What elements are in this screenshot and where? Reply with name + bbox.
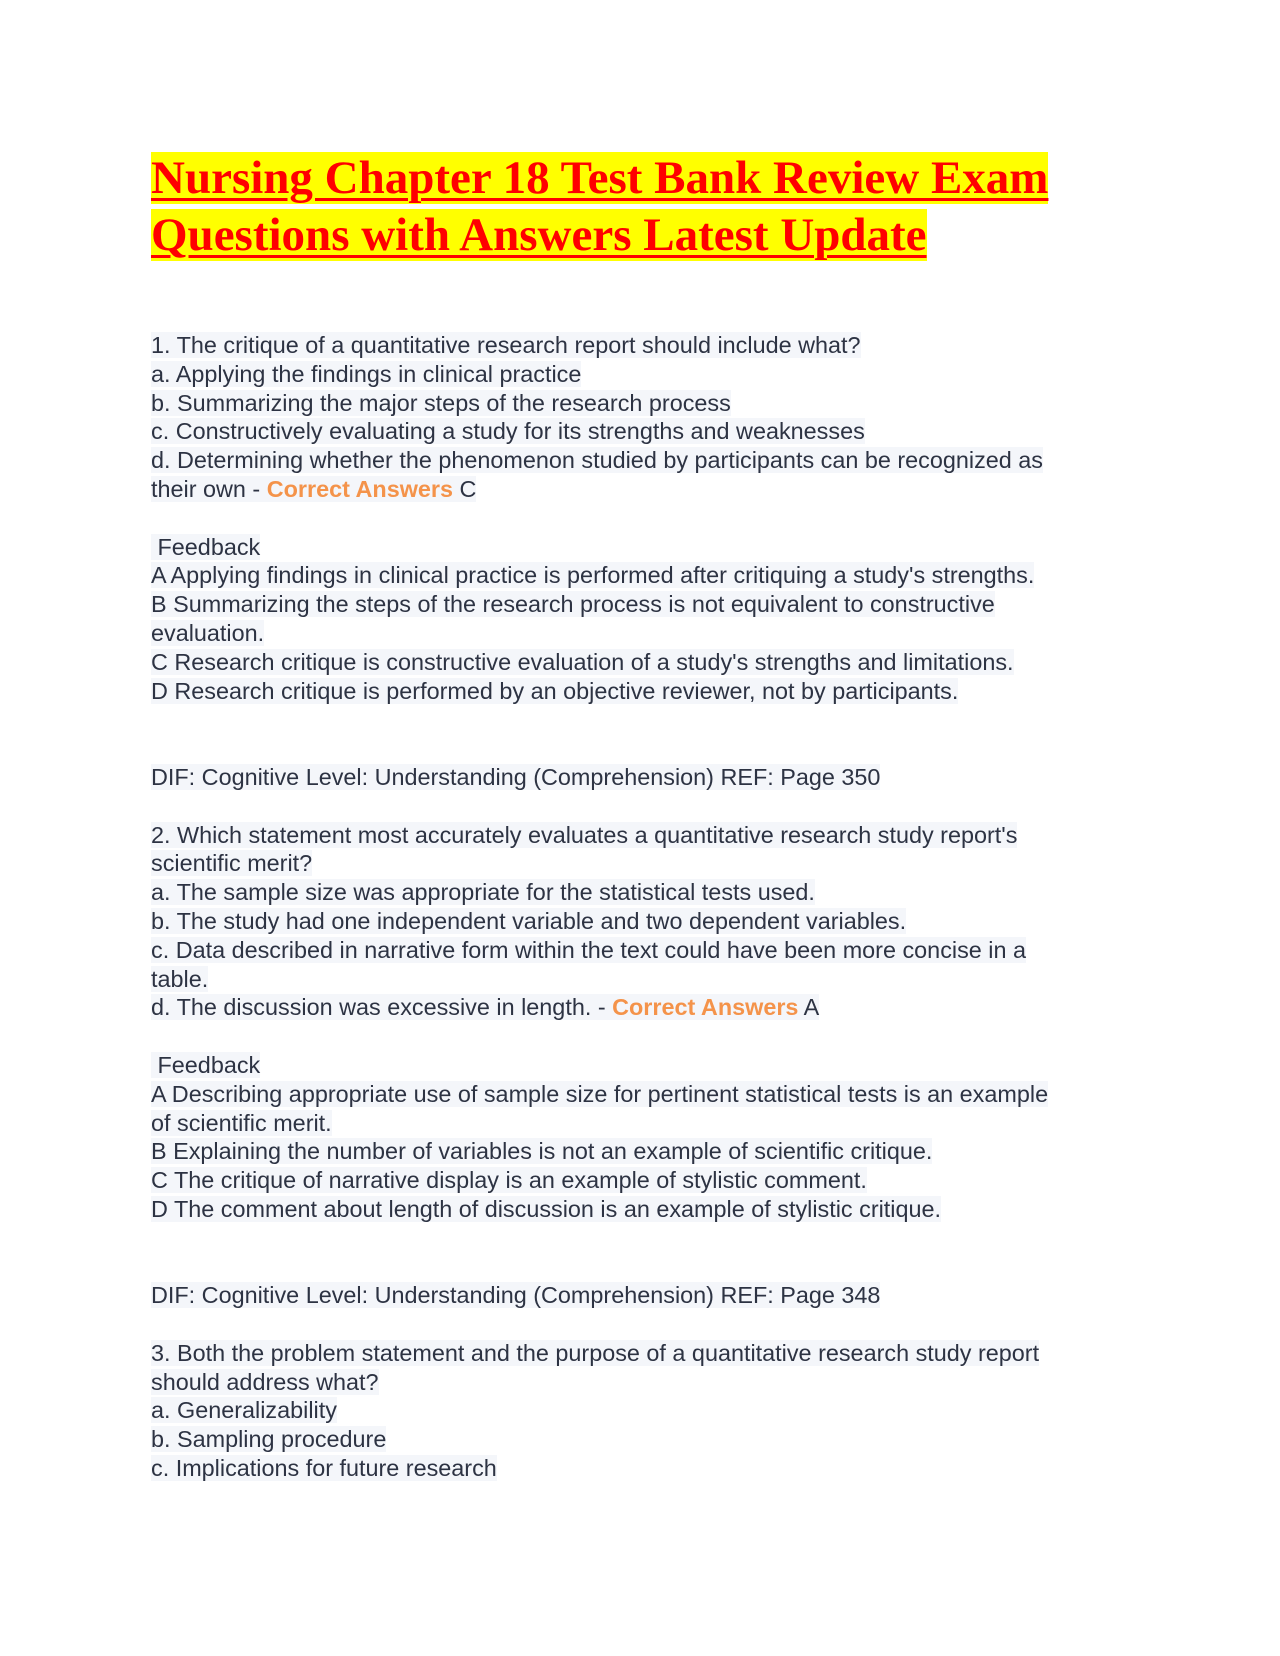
- option-a: a. The sample size was appropriate for the statistical tests used.: [151, 879, 815, 906]
- feedback-line: C The critique of narrative display is an example of stylistic comment.: [151, 1167, 867, 1194]
- question-stem: 2. Which statement most accurately evaluates a quantitative research study report's: [151, 821, 1018, 848]
- feedback-line: D The comment about length of discussion is an example of stylistic critique.: [151, 1195, 942, 1222]
- document-page: [151, 150, 1131, 1483]
- option-b: b. The study had one independent variable and two dependent variables.: [151, 907, 907, 934]
- answer-line: [151, 993, 1131, 1022]
- question-stem: 1. The critique of a quantitative research report should include what?: [151, 332, 861, 358]
- title-line-1: Nursing Chapter 18 Test Bank Review Exam: [151, 152, 1049, 204]
- correct-answers-label: Correct Answers: [266, 475, 454, 502]
- feedback-heading: Feedback: [151, 1051, 261, 1078]
- option-d-continued: their own -: [151, 475, 267, 502]
- feedback-line: A Describing appropriate use of sample size for pertinent statistical tests is an example: [151, 1080, 1049, 1107]
- feedback-line: evaluation.: [151, 619, 265, 646]
- question-stem: 3. Both the problem statement and the purpose of a quantitative research study report: [151, 1339, 1040, 1366]
- correct-answers-label: Correct Answers: [612, 994, 799, 1021]
- document-title: [151, 150, 1131, 264]
- dif-ref-line: DIF: Cognitive Level: Understanding (Comprehension) REF: Page 350: [151, 763, 881, 790]
- option-c: c. Constructively evaluating a study for its strengths and weaknesses: [151, 418, 865, 445]
- dif-ref-line: DIF: Cognitive Level: Understanding (Comprehension) REF: Page 348: [151, 1282, 881, 1309]
- answer-value: A: [798, 994, 820, 1021]
- question-stem-continued: should address what?: [151, 1368, 379, 1395]
- question-1: [151, 331, 1131, 792]
- option-a: a. Generalizability: [151, 1397, 337, 1424]
- option-c: c. Implications for future research: [151, 1455, 497, 1482]
- option-b: b. Sampling procedure: [151, 1426, 387, 1453]
- question-2: [151, 821, 1131, 1311]
- feedback-line: A Applying findings in clinical practice is performed after critiquing a study's strengths.: [151, 562, 1035, 589]
- answer-line: [151, 475, 1131, 504]
- feedback-line: C Research critique is constructive evaluation of a study's strengths and limitations.: [151, 648, 1014, 675]
- title-line-2: Questions with Answers Latest Update: [151, 209, 927, 261]
- feedback-line: B Explaining the number of variables is not an example of scientific critique.: [151, 1138, 933, 1165]
- option-b: b. Summarizing the major steps of the research process: [151, 389, 731, 416]
- question-3: [151, 1339, 1131, 1483]
- option-c-continued: table.: [151, 965, 209, 992]
- option-d: d. Determining whether the phenomenon studied by participants can be recognized as: [151, 447, 1043, 474]
- question-stem-continued: scientific merit?: [151, 850, 313, 877]
- feedback-heading: Feedback: [151, 533, 261, 560]
- feedback-line: B Summarizing the steps of the research process is not equivalent to constructive: [151, 591, 995, 618]
- option-c: c. Data described in narrative form within the text could have been more concise in a: [151, 936, 1027, 963]
- feedback-line: D Research critique is performed by an objective reviewer, not by participants.: [151, 677, 959, 704]
- answer-value: C: [453, 475, 477, 502]
- option-d: d. The discussion was excessive in length. -: [151, 994, 613, 1021]
- document-body: [151, 331, 1131, 1483]
- feedback-line: of scientific merit.: [151, 1109, 332, 1136]
- option-a: a. Applying the findings in clinical practice: [151, 360, 582, 387]
